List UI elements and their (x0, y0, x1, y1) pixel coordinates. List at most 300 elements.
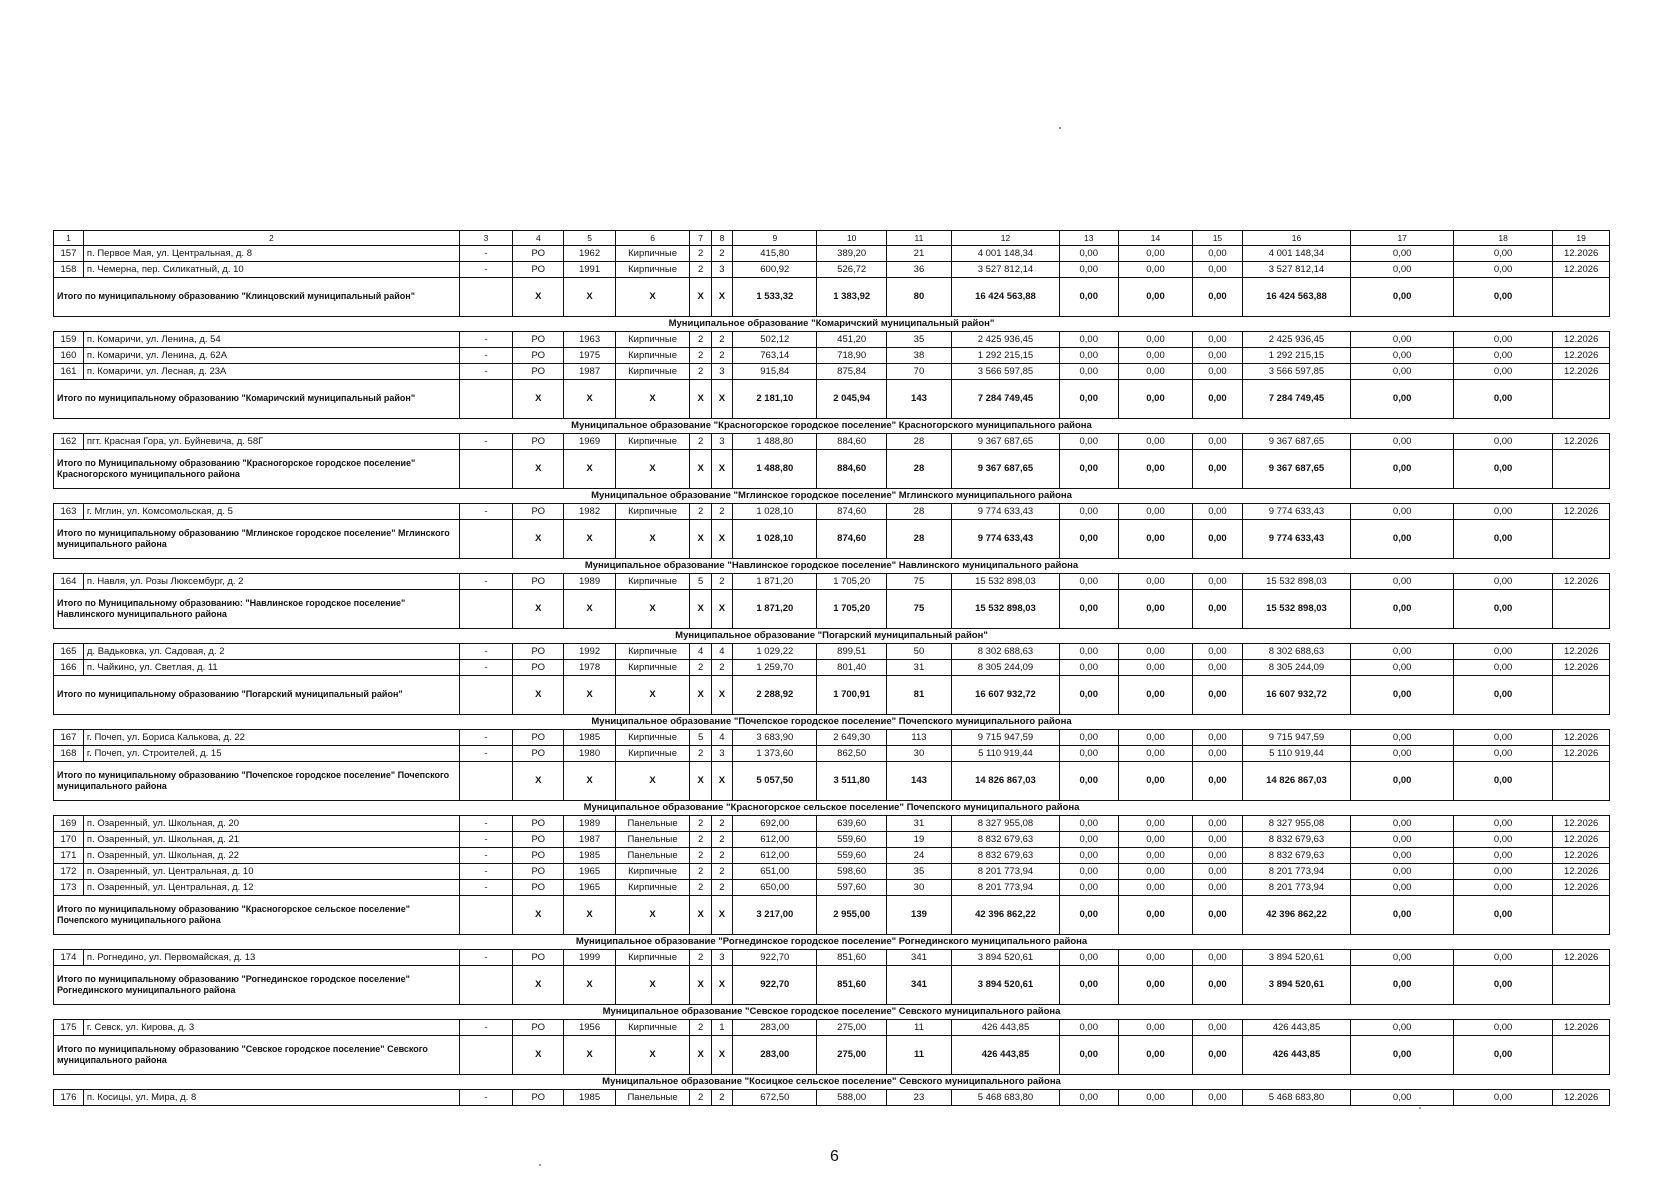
total-label: Итого по муниципальному образованию "Погарский муниципальный район" (54, 676, 460, 715)
table-row (54, 1020, 1610, 1036)
table-cell: 3 566 597,85 (1242, 364, 1351, 380)
table-cell: 113 (886, 730, 951, 746)
table-cell: 0,00 (1351, 262, 1454, 278)
total-cell: 0,00 (1059, 450, 1118, 489)
table-cell: 862,50 (817, 746, 886, 762)
table-cell: 884,60 (817, 434, 886, 450)
table-cell: 8 305 244,09 (952, 660, 1060, 676)
table-cell: 4 001 148,34 (952, 246, 1060, 262)
total-cell: X (615, 676, 690, 715)
table-cell: РО (513, 434, 564, 450)
row-number: 172 (54, 864, 84, 880)
row-number: 171 (54, 848, 84, 864)
table-cell: 0,00 (1351, 246, 1454, 262)
column-number: 5 (564, 231, 615, 246)
total-row (54, 676, 1610, 715)
total-cell: 0,00 (1351, 762, 1454, 801)
table-cell: 639,60 (817, 816, 886, 832)
total-cell: 2 045,94 (817, 380, 886, 419)
table-cell: Кирпичные (615, 434, 690, 450)
table-cell: Панельные (615, 848, 690, 864)
table-cell: Кирпичные (615, 574, 690, 590)
table-cell: 5 (690, 574, 711, 590)
table-cell: 0,00 (1059, 950, 1118, 966)
table-cell: 2 (711, 332, 732, 348)
table-cell: 3 566 597,85 (952, 364, 1060, 380)
total-cell: 16 424 563,88 (952, 278, 1060, 317)
total-cell: 3 217,00 (733, 896, 817, 935)
table-cell: 0,00 (1453, 816, 1552, 832)
table-cell: 12.2026 (1553, 574, 1610, 590)
table-cell: 0,00 (1351, 1090, 1454, 1106)
total-cell: X (690, 676, 711, 715)
total-cell: 922,70 (733, 966, 817, 1005)
table-cell: 1989 (564, 574, 615, 590)
table-cell: 0,00 (1351, 816, 1454, 832)
table-cell: 12.2026 (1553, 950, 1610, 966)
table-cell: 2 (711, 848, 732, 864)
table-cell: 1 028,10 (733, 504, 817, 520)
table-cell: 15 532 898,03 (952, 574, 1060, 590)
table-cell: Кирпичные (615, 746, 690, 762)
row-number: 158 (54, 262, 84, 278)
table-cell: - (459, 1020, 512, 1036)
total-cell: 426 443,85 (1242, 1036, 1351, 1075)
row-number: 170 (54, 832, 84, 848)
table-cell: РО (513, 864, 564, 880)
table-cell: Кирпичные (615, 950, 690, 966)
table-cell: 2 (711, 348, 732, 364)
total-cell: X (615, 380, 690, 419)
total-cell: 0,00 (1351, 966, 1454, 1005)
table-cell: 0,00 (1193, 1090, 1242, 1106)
address-cell: п. Комаричи, ул. Ленина, д. 54 (83, 332, 459, 348)
table-cell: 899,51 (817, 644, 886, 660)
address-cell: п. Косицы, ул. Мира, д. 8 (83, 1090, 459, 1106)
address-cell: п. Комаричи, ул. Ленина, д. 62А (83, 348, 459, 364)
column-number: 17 (1351, 231, 1454, 246)
total-cell (1553, 1036, 1610, 1075)
total-label: Итого по муниципальному образованию "Красногорское сельское поселение" Почепского муниципального района (54, 896, 460, 935)
row-number: 164 (54, 574, 84, 590)
table-cell: 0,00 (1059, 262, 1118, 278)
address-cell: г. Почеп, ул. Бориса Калькова, д. 22 (83, 730, 459, 746)
table-row (54, 364, 1610, 380)
table-cell: 0,00 (1453, 574, 1552, 590)
total-cell: X (711, 590, 732, 629)
total-cell: 9 367 687,65 (1242, 450, 1351, 489)
total-cell: 3 894 520,61 (952, 966, 1060, 1005)
table-cell: 5 (690, 730, 711, 746)
table-cell: 9 774 633,43 (1242, 504, 1351, 520)
total-cell: X (513, 380, 564, 419)
address-cell: п. Озаренный, ул. Школьная, д. 22 (83, 848, 459, 864)
table-cell: РО (513, 848, 564, 864)
table-cell: 0,00 (1453, 434, 1552, 450)
section-heading: Муниципальное образование "Рогнединское городское поселение" Рогнединского муниципального района (54, 935, 1610, 950)
table-cell: 651,00 (733, 864, 817, 880)
section-heading-row (54, 715, 1610, 730)
table-cell: 502,12 (733, 332, 817, 348)
total-cell: X (711, 896, 732, 935)
total-cell: X (711, 520, 732, 559)
table-cell: 0,00 (1453, 348, 1552, 364)
total-cell: X (690, 450, 711, 489)
total-cell: 0,00 (1059, 762, 1118, 801)
table-cell: 2 425 936,45 (952, 332, 1060, 348)
total-cell: 15 532 898,03 (952, 590, 1060, 629)
address-cell: пгт. Красная Гора, ул. Буйневича, д. 58Г (83, 434, 459, 450)
table-cell: 0,00 (1453, 746, 1552, 762)
column-number: 10 (817, 231, 886, 246)
table-cell: 4 (711, 730, 732, 746)
table-cell: 0,00 (1193, 746, 1242, 762)
total-cell: 884,60 (817, 450, 886, 489)
total-cell: 0,00 (1351, 676, 1454, 715)
table-cell: 12.2026 (1553, 864, 1610, 880)
table-cell: 0,00 (1351, 950, 1454, 966)
table-cell: 3 894 520,61 (1242, 950, 1351, 966)
table-cell: - (459, 660, 512, 676)
table-cell: 1989 (564, 816, 615, 832)
total-cell: 0,00 (1118, 380, 1193, 419)
total-cell: 0,00 (1351, 450, 1454, 489)
table-cell: 851,60 (817, 950, 886, 966)
table-cell: - (459, 816, 512, 832)
total-cell: X (690, 1036, 711, 1075)
column-number: 3 (459, 231, 512, 246)
table-cell: 2 (690, 880, 711, 896)
table-cell: 0,00 (1351, 348, 1454, 364)
table-cell: 0,00 (1453, 644, 1552, 660)
table-cell: 5 110 919,44 (1242, 746, 1351, 762)
table-cell: 0,00 (1351, 364, 1454, 380)
table-cell: - (459, 746, 512, 762)
table-row (54, 332, 1610, 348)
total-cell: 2 288,92 (733, 676, 817, 715)
total-cell (1553, 520, 1610, 559)
table-cell: 12.2026 (1553, 880, 1610, 896)
table-cell: 9 367 687,65 (952, 434, 1060, 450)
table-cell: 15 532 898,03 (1242, 574, 1351, 590)
total-cell: 1 488,80 (733, 450, 817, 489)
total-cell: X (690, 762, 711, 801)
table-cell: 2 (711, 1090, 732, 1106)
table-cell: 650,00 (733, 880, 817, 896)
total-cell (459, 762, 512, 801)
table-cell: 0,00 (1351, 644, 1454, 660)
table-cell: РО (513, 332, 564, 348)
table-cell: Кирпичные (615, 644, 690, 660)
table-cell: 0,00 (1059, 332, 1118, 348)
table-cell: Кирпичные (615, 730, 690, 746)
table-cell: 3 527 812,14 (952, 262, 1060, 278)
total-cell: 341 (886, 966, 951, 1005)
total-cell: 0,00 (1351, 1036, 1454, 1075)
column-number: 6 (615, 231, 690, 246)
table-cell: - (459, 262, 512, 278)
table-cell: 0,00 (1118, 730, 1193, 746)
total-cell (459, 590, 512, 629)
table-cell: 0,00 (1351, 660, 1454, 676)
table-cell: - (459, 364, 512, 380)
table-cell: - (459, 848, 512, 864)
section-heading: Муниципальное образование "Красногорское городское поселение" Красногорского муниципального района (54, 419, 1610, 434)
table-row (54, 746, 1610, 762)
total-cell: X (513, 278, 564, 317)
row-number: 162 (54, 434, 84, 450)
table-cell: 4 (711, 644, 732, 660)
table-cell: 8 201 773,94 (952, 864, 1060, 880)
table-cell: 0,00 (1118, 504, 1193, 520)
total-cell: X (513, 966, 564, 1005)
table-cell: 1 373,60 (733, 746, 817, 762)
table-cell: 50 (886, 644, 951, 660)
table-cell: 24 (886, 848, 951, 864)
table-cell: 1985 (564, 730, 615, 746)
total-cell: X (513, 1036, 564, 1075)
table-cell: 3 527 812,14 (1242, 262, 1351, 278)
table-row (54, 816, 1610, 832)
total-cell: 0,00 (1059, 590, 1118, 629)
total-cell: 0,00 (1453, 278, 1552, 317)
table-cell: 4 (690, 644, 711, 660)
total-cell: 0,00 (1351, 278, 1454, 317)
address-cell: п. Комаричи, ул. Лесная, д. 23А (83, 364, 459, 380)
table-cell: 0,00 (1118, 848, 1193, 864)
total-cell (1553, 896, 1610, 935)
total-cell: 0,00 (1118, 1036, 1193, 1075)
table-cell: 1 292 215,15 (1242, 348, 1351, 364)
table-cell: 12.2026 (1553, 434, 1610, 450)
table-cell: 2 (711, 660, 732, 676)
total-cell (459, 380, 512, 419)
table-cell: 8 201 773,94 (1242, 880, 1351, 896)
table-cell: 718,90 (817, 348, 886, 364)
row-number: 167 (54, 730, 84, 746)
table-cell: РО (513, 364, 564, 380)
table-cell: РО (513, 816, 564, 832)
housing-register-table (53, 230, 1610, 1106)
table-cell: - (459, 880, 512, 896)
table-cell: 0,00 (1193, 434, 1242, 450)
column-number-row (54, 231, 1610, 246)
table-cell: 2 (690, 246, 711, 262)
table-cell: 8 327 955,08 (1242, 816, 1351, 832)
table-cell: 12.2026 (1553, 504, 1610, 520)
column-number: 18 (1453, 231, 1552, 246)
section-heading-row (54, 1075, 1610, 1090)
column-number: 13 (1059, 231, 1118, 246)
total-cell: 0,00 (1059, 966, 1118, 1005)
table-cell: - (459, 832, 512, 848)
total-cell: X (564, 762, 615, 801)
table-cell: 0,00 (1059, 644, 1118, 660)
address-cell: г. Почеп, ул. Строителей, д. 15 (83, 746, 459, 762)
address-cell: г. Севск, ул. Кирова, д. 3 (83, 1020, 459, 1036)
table-cell: 0,00 (1059, 574, 1118, 590)
table-cell: Панельные (615, 1090, 690, 1106)
total-cell: 0,00 (1453, 966, 1552, 1005)
table-row (54, 864, 1610, 880)
table-cell: 1962 (564, 246, 615, 262)
total-cell: 28 (886, 520, 951, 559)
table-cell: 1975 (564, 348, 615, 364)
total-cell: 2 181,10 (733, 380, 817, 419)
table-cell: 0,00 (1453, 332, 1552, 348)
table-cell: 12.2026 (1553, 348, 1610, 364)
table-row (54, 950, 1610, 966)
row-number: 175 (54, 1020, 84, 1036)
section-heading-row (54, 489, 1610, 504)
total-cell: X (564, 278, 615, 317)
total-cell: 0,00 (1118, 676, 1193, 715)
table-cell: 0,00 (1118, 246, 1193, 262)
total-cell (459, 520, 512, 559)
total-cell (459, 1036, 512, 1075)
table-cell: 12.2026 (1553, 246, 1610, 262)
table-cell: 1965 (564, 880, 615, 896)
section-heading: Муниципальное образование "Погарский муниципальный район" (54, 629, 1610, 644)
table-cell: 4 001 148,34 (1242, 246, 1351, 262)
table-cell: 35 (886, 864, 951, 880)
address-cell: п. Рогнедино, ул. Первомайская, д. 13 (83, 950, 459, 966)
table-cell: 612,00 (733, 848, 817, 864)
table-cell: 389,20 (817, 246, 886, 262)
table-cell: 8 327 955,08 (952, 816, 1060, 832)
column-number: 9 (733, 231, 817, 246)
row-number: 168 (54, 746, 84, 762)
table-row (54, 504, 1610, 520)
table-cell: 38 (886, 348, 951, 364)
column-number: 11 (886, 231, 951, 246)
table-cell: 0,00 (1351, 332, 1454, 348)
total-cell: 9 367 687,65 (952, 450, 1060, 489)
total-cell: 0,00 (1059, 676, 1118, 715)
table-cell: Кирпичные (615, 660, 690, 676)
table-cell: 451,20 (817, 332, 886, 348)
table-cell: 0,00 (1118, 746, 1193, 762)
total-cell: 1 533,32 (733, 278, 817, 317)
table-row (54, 880, 1610, 896)
total-cell: X (615, 590, 690, 629)
table-cell: 1978 (564, 660, 615, 676)
column-number: 12 (952, 231, 1060, 246)
scan-speck (539, 1164, 541, 1166)
table-cell: - (459, 246, 512, 262)
table-cell: Кирпичные (615, 864, 690, 880)
column-number: 1 (54, 231, 84, 246)
total-cell: 0,00 (1059, 896, 1118, 935)
table-cell: 275,00 (817, 1020, 886, 1036)
table-row (54, 644, 1610, 660)
table-cell: 0,00 (1059, 504, 1118, 520)
table-cell: 8 302 688,63 (952, 644, 1060, 660)
total-cell: X (711, 278, 732, 317)
table-cell: 0,00 (1118, 434, 1193, 450)
total-cell: 0,00 (1453, 896, 1552, 935)
table-cell: 0,00 (1453, 504, 1552, 520)
total-cell: 80 (886, 278, 951, 317)
total-cell: 42 396 862,22 (952, 896, 1060, 935)
table-cell: 1 705,20 (817, 574, 886, 590)
table-cell: 2 (690, 950, 711, 966)
table-cell: 5 468 683,80 (1242, 1090, 1351, 1106)
table-cell: 0,00 (1193, 864, 1242, 880)
total-row (54, 278, 1610, 317)
row-number: 176 (54, 1090, 84, 1106)
table-cell: 12.2026 (1553, 816, 1610, 832)
total-cell: X (564, 896, 615, 935)
table-cell: РО (513, 644, 564, 660)
total-cell: X (690, 966, 711, 1005)
table-cell: 2 (711, 504, 732, 520)
table-cell: 0,00 (1351, 848, 1454, 864)
row-number: 173 (54, 880, 84, 896)
address-cell: п. Озаренный, ул. Центральная, д. 12 (83, 880, 459, 896)
total-cell: X (513, 590, 564, 629)
table-cell: 0,00 (1118, 880, 1193, 896)
table-cell: 0,00 (1351, 746, 1454, 762)
table-cell: 2 (690, 816, 711, 832)
total-cell: 426 443,85 (952, 1036, 1060, 1075)
address-cell: д. Вадьковка, ул. Садовая, д. 2 (83, 644, 459, 660)
table-cell: - (459, 644, 512, 660)
table-cell: 1999 (564, 950, 615, 966)
table-cell: - (459, 332, 512, 348)
total-cell (1553, 278, 1610, 317)
section-heading-row (54, 419, 1610, 434)
table-cell: 875,84 (817, 364, 886, 380)
table-cell: 0,00 (1453, 262, 1552, 278)
table-cell: 23 (886, 1090, 951, 1106)
address-cell: г. Мглин, ул. Комсомольская, д. 5 (83, 504, 459, 520)
table-cell: 672,50 (733, 1090, 817, 1106)
table-cell: 12.2026 (1553, 746, 1610, 762)
total-cell: X (711, 450, 732, 489)
table-cell: Кирпичные (615, 348, 690, 364)
table-cell: 28 (886, 434, 951, 450)
total-cell: 0,00 (1453, 1036, 1552, 1075)
table-cell: 2 (690, 1090, 711, 1106)
column-number: 8 (711, 231, 732, 246)
column-number: 4 (513, 231, 564, 246)
address-cell: п. Озаренный, ул. Школьная, д. 20 (83, 816, 459, 832)
row-number: 169 (54, 816, 84, 832)
table-cell: 1969 (564, 434, 615, 450)
table-cell: Кирпичные (615, 364, 690, 380)
total-cell: X (513, 896, 564, 935)
total-row (54, 590, 1610, 629)
table-cell: 0,00 (1059, 246, 1118, 262)
table-cell: 1 259,70 (733, 660, 817, 676)
total-cell: 0,00 (1193, 450, 1242, 489)
table-cell: 426 443,85 (1242, 1020, 1351, 1036)
total-cell: X (615, 278, 690, 317)
table-cell: - (459, 348, 512, 364)
total-cell: 75 (886, 590, 951, 629)
table-cell: 2 (690, 848, 711, 864)
table-cell: 70 (886, 364, 951, 380)
table-cell: 0,00 (1193, 832, 1242, 848)
total-cell: X (690, 278, 711, 317)
table-cell: 1980 (564, 746, 615, 762)
column-number: 7 (690, 231, 711, 246)
table-cell: 2 (690, 832, 711, 848)
table-cell: РО (513, 504, 564, 520)
table-cell: 1963 (564, 332, 615, 348)
total-cell: X (513, 676, 564, 715)
